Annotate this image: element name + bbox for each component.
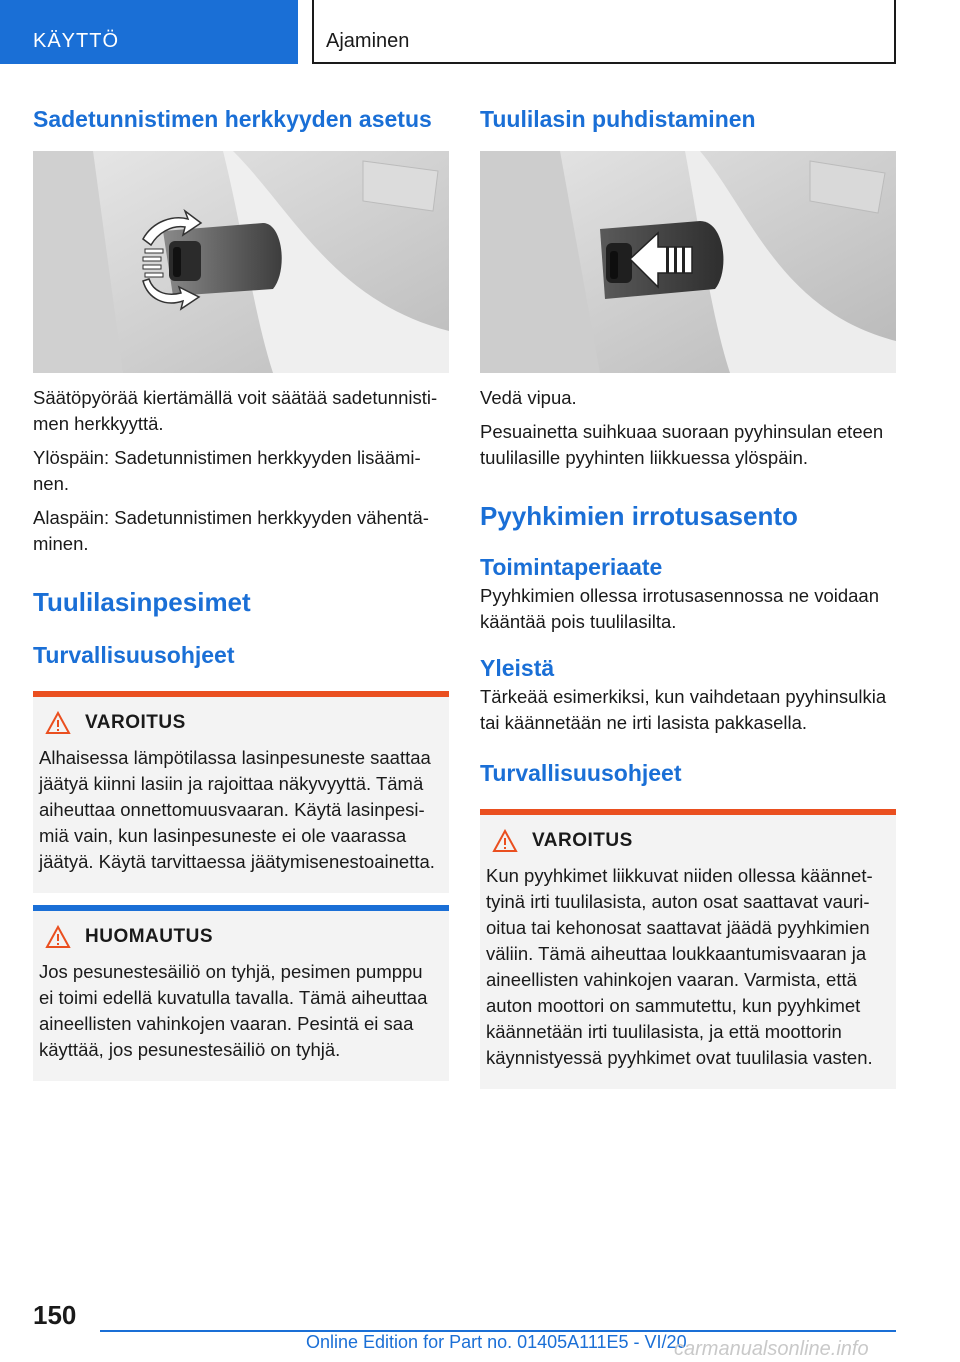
watermark-site: carmanualsonline.info: [674, 1338, 869, 1360]
warning-triangle-icon: [45, 925, 71, 949]
cleaning-text-1: Vedä vipua.: [480, 387, 577, 408]
windshield-cleaning-heading: Tuulilasin puhdistaminen: [480, 106, 756, 132]
section-tab: KÄYTTÖ: [0, 0, 298, 64]
warning-box-1: [33, 691, 449, 893]
principle-text: Pyyhkimien ollessa irrotusasennossa ne voidaan kääntää pois tuulilasilta.: [480, 585, 879, 632]
wiper-position-heading: Pyyhkimien irrotusasento: [480, 501, 798, 531]
warning-triangle-icon: [45, 711, 71, 735]
safety-heading-left: Turvallisuusohjeet: [33, 642, 235, 668]
wiper-lever-illustration: [480, 151, 896, 373]
cleaning-text-2: Pesuainetta suihkuaa suoraan pyyhinsulan eteen tuulilasille pyyhinten liikkuessa ylöspäin.: [480, 421, 884, 468]
notice-text: Jos pesunestesäiliö on tyhjä, pesimen pumppu ei toimi edellä kuvatulla tavalla. Tämä aiheuttaa aineellisten vahinkojen vaaran. Pesintä ei saa käyttää, jos pesunestesäiliö on tyhjä.: [39, 961, 428, 1060]
notice-box-1: [33, 905, 449, 1081]
safety-heading-right: Turvallisuusohjeet: [480, 760, 682, 786]
notice-label: HUOMAUTUS: [85, 926, 213, 947]
warning-label: VAROITUS: [532, 830, 633, 851]
rain-sensor-text-3: Alaspäin: Sadetunnistimen herkkyyden vähentäminen.: [33, 507, 429, 554]
rain-sensor-text-1: Säätöpyörää kiertämällä voit säätää sadetunnistimen herkkyyttä.: [33, 387, 438, 434]
windshield-cleaning-figure: [480, 151, 896, 373]
right-column: [480, 100, 896, 1089]
rain-sensor-illustration: [33, 151, 449, 373]
washers-heading: Tuulilasinpesimet: [33, 587, 251, 617]
rain-sensor-heading: Sadetunnistimen herkkyyden asetus: [33, 106, 432, 132]
warning-text: Kun pyyhkimet liikkuvat niiden ollessa käännettyinä irti tuulilasista, auton osat saattavat vaurioitua tai kehonosat saattavat jäädä pyyhkimien väliin. Tämä aiheuttaa loukkaantumisvaaran ja aineellisten vahinkojen vaaran. Varmista, että auton moottori on sammutettu, kun pyyhkimet käännetään irti tuulilasista, ja että moottorin käynnistyessä pyyhkimet ovat tuulilasia vasten.: [486, 865, 873, 1068]
warning-label: VAROITUS: [85, 712, 186, 733]
principle-heading: Toimintaperiaate: [480, 554, 663, 580]
warning-text: Alhaisessa lämpötilassa lasinpesuneste saattaa jäätyä kiinni lasiin ja rajoittaa näkyvyyttä. Tämä aiheuttaa onnettomuusvaaran. Käytä lasinpesimiä vain, kun lasinpesuneste ei ole vaarassa jäätyä. Käytä tarvittaessa jäätymisenestoainetta.: [39, 747, 435, 872]
general-text: Tärkeää esimerkiksi, kun vaihdetaan pyyhinsulkia tai käännetään ne irti lasista pakkasella.: [480, 686, 887, 733]
page-number: 150: [33, 1300, 77, 1330]
rain-sensor-text-2: Ylöspäin: Sadetunnistimen herkkyyden lisääminen.: [33, 447, 421, 494]
left-column: [33, 100, 449, 1081]
warning-triangle-icon: [492, 829, 518, 853]
rain-sensor-figure: [33, 151, 449, 373]
general-heading: Yleistä: [480, 655, 555, 681]
edition-text: Online Edition for Part no. 01405A111E5 - VI/20: [306, 1332, 687, 1352]
warning-box-2: [480, 809, 896, 1089]
chapter-title: Ajaminen: [312, 0, 896, 64]
